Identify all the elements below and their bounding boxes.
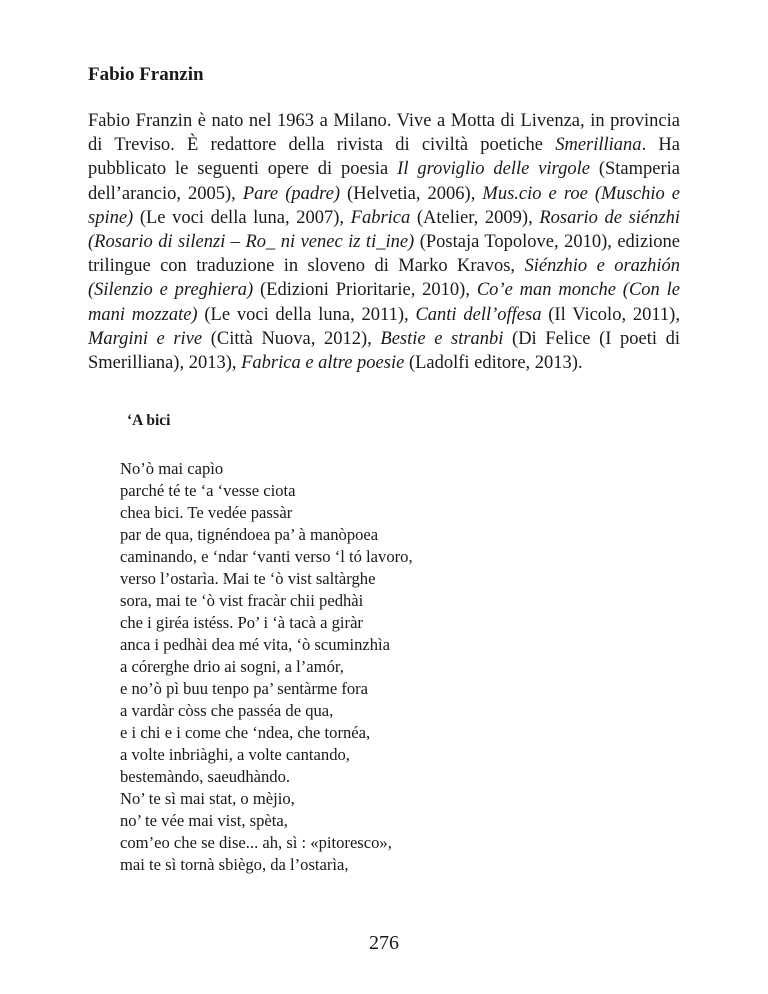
bio-text: (Di Felice (I poeti di Smerilliana), 2013), (88, 328, 680, 374)
poem-line: caminando, e ‘ndar ‘vanti verso ‘l tó lavoro, (120, 547, 413, 566)
poem-line: a córerghe drio ai sogni, a l’amór, (120, 657, 344, 676)
poem-line: No’ te sì mai stat, o mèjio, (120, 789, 295, 808)
bio-title-italic: Rosario de siénzhi (Rosario di silenzi – Ro_ ni venec iz ti_ine) (88, 207, 680, 253)
poem-body (120, 458, 413, 876)
bio-title-italic: Fabrica e altre poesie (241, 353, 405, 374)
poem-line: a vardàr còss che passéa de qua, (120, 701, 334, 720)
poem-line: chea bici. Te vedée passàr (120, 503, 293, 522)
bio-text: . Ha pubblicato le seguenti opere di poesia (88, 135, 680, 180)
bio-text: (Helvetia, 2006), (340, 183, 483, 204)
bio-text: (Le voci della luna, 2011), (197, 304, 416, 325)
bio-text: (Le voci della luna, 2007), (133, 207, 351, 228)
bio-title-italic: Siénzhio e orazhión (Silenzio e preghiera) (88, 256, 680, 301)
bio-text: (Edizioni Prioritarie, 2010), (253, 280, 477, 301)
poem-line: anca i pedhài dea mé vita, ‘ò scuminzhìa (120, 635, 390, 654)
poem-title: ‘A bici (127, 412, 171, 429)
bio-text: Fabio Franzin è nato nel 1963 a Milano. Vive a Motta di Livenza, in provincia di Treviso. È redattore della rivista di civiltà poetiche (88, 111, 680, 156)
bio-text: (Il Vicolo, 2011), (541, 304, 680, 325)
bio-text: (Ladolfi editore, 2013). (404, 353, 583, 374)
bio-text: (Atelier, 2009), (410, 207, 540, 228)
bio-title-italic: Co’e man monche (Con le mani mozzate) (88, 280, 680, 325)
poem-line: bestemàndo, saeudhàndo. (120, 767, 291, 786)
poem-line: parché té te ‘a ‘vesse ciota (120, 481, 296, 500)
poem-line: che i giréa istéss. Po’ i ‘à tacà a giràr (120, 613, 363, 632)
poem-line: par de qua, tignéndoea pa’ à manòpoea (120, 525, 379, 544)
bio-title-italic: Smerilliana (555, 135, 642, 156)
bio-title-italic: Il groviglio delle virgole (397, 159, 590, 180)
author-biography (88, 109, 680, 375)
bio-title-italic: Fabrica (350, 207, 411, 228)
bio-title-italic: Margini e rive (88, 328, 203, 349)
bio-title-italic: Bestie e stranbi (380, 328, 504, 349)
poem-line: com’eo che se dise... ah, sì : «pitoresco», (120, 833, 392, 852)
bio-title-italic: Canti dell’offesa (415, 304, 542, 325)
poem-line: verso l’ostarìa. Mai te ‘ò vist saltàrghe (120, 569, 376, 588)
bio-title-italic: Mus.cio e roe (Muschio e spine) (88, 183, 680, 228)
poem-line: sora, mai te ‘ò vist fracàr chii pedhài (120, 591, 364, 610)
page-number: 276 (369, 932, 399, 954)
bio-text: (Postaja Topolove, 2010), edizione trilingue con traduzione in sloveno di Marko Kravos, (88, 232, 681, 277)
bio-text: (Città Nuova, 2012), (202, 328, 381, 349)
poem-line: e i chi e i come che ‘ndea, che tornéa, (120, 723, 371, 742)
bio-text: (Stamperia dell’arancio, 2005), (88, 159, 680, 204)
poem-line: a volte inbriàghi, a volte cantando, (120, 745, 350, 764)
bio-title-italic: Pare (padre) (242, 183, 340, 204)
poem-line: e no’ò pì buu tenpo pa’ sentàrme fora (120, 679, 369, 698)
poem-line: no’ te vée mai vist, spèta, (120, 811, 288, 830)
poem-line: mai te sì tornà sbiègo, da l’ostarìa, (120, 855, 349, 874)
author-heading: Fabio Franzin (88, 64, 204, 85)
poem-line: No’ò mai capìo (120, 459, 224, 478)
